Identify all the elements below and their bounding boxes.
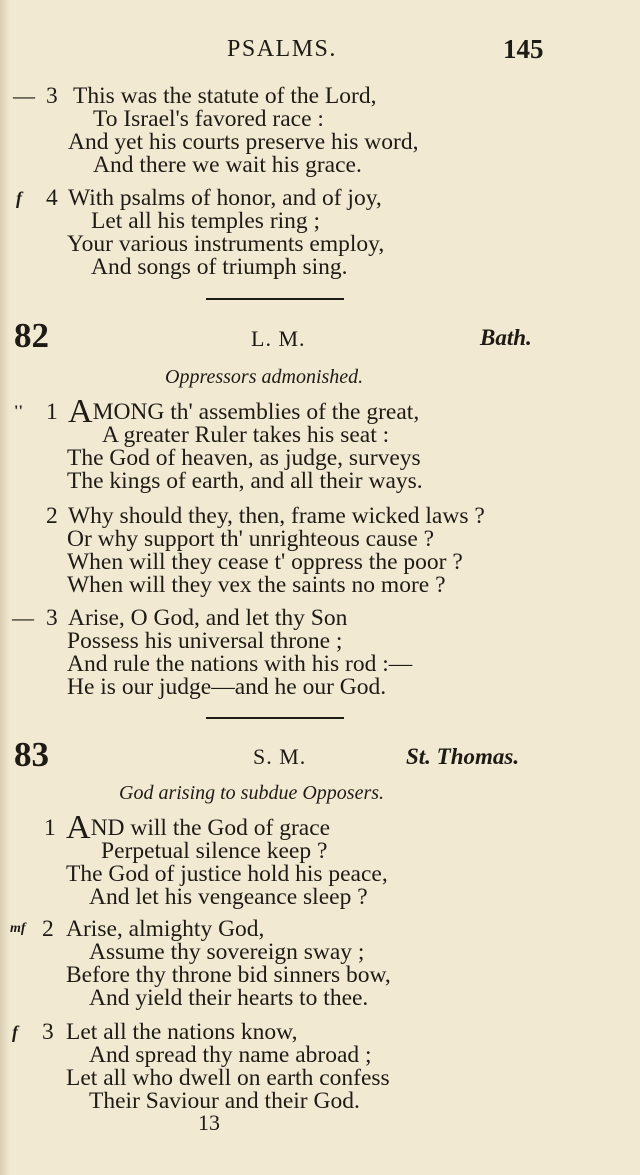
verse-line: When will they vex the saints no more ? [67,572,446,598]
verse-line: And let his vengeance sleep ? [89,884,368,910]
verse-line: When will they cease t' oppress the poor ? [67,549,463,575]
hymn-number: 83 [14,735,49,774]
dynamic-mark: — [13,83,35,108]
verse-line: Perpetual silence keep ? [101,838,328,864]
verse-line: This was the statute of the Lord, [73,83,377,109]
verse-line: Or why support th' unrighteous cause ? [67,526,435,552]
stanza-number: 1 [46,399,58,425]
verse-line: Let all the nations know, [66,1019,298,1045]
dynamic-mark: f [16,188,22,208]
dynamic-mark: '' [14,403,23,420]
verse-line: Before thy throne bid sinners bow, [66,962,391,988]
section-divider [206,298,344,300]
verse-line: To Israel's favored race : [93,106,324,132]
tune-name: St. Thomas. [406,744,520,769]
stanza-number: 2 [46,503,58,529]
verse-line: And yet his courts preserve his word, [68,129,419,155]
stanza-number: 1 [44,815,56,841]
verse-line: The God of heaven, as judge, surveys [67,445,421,471]
hymn-subtitle: Oppressors admonished. [165,366,364,388]
verse-line: Possess his universal throne ; [67,628,343,654]
verse-line: Your various instruments employ, [67,231,385,257]
stanza-number: 3 [46,83,58,109]
verse-line: And yield their hearts to thee. [89,985,369,1011]
verse-line: And songs of triumph sing. [91,254,348,280]
dynamic-mark: mf [10,921,26,936]
verse-line: Let all who dwell on earth confess [66,1065,390,1091]
verse-line: Arise, almighty God, [66,916,265,942]
verse-line: Their Saviour and their God. [89,1088,360,1114]
stanza-number: 2 [42,916,54,942]
stanza-number: 3 [46,605,58,631]
hymn-subtitle: God arising to subdue Opposers. [119,782,385,804]
tune-name: Bath. [480,325,532,350]
verse-line: AND will the God of grace [66,809,331,846]
running-header-title: PSALMS. [227,36,337,62]
verse-line: And rule the nations with his rod :— [67,651,413,677]
dynamic-mark: f [12,1022,18,1042]
verse-line: The kings of earth, and all their ways. [67,468,423,494]
hymn-meter: S. M. [253,744,307,769]
stanza-number: 4 [46,185,58,211]
verse-line: Assume thy sovereign sway ; [89,939,365,965]
drop-cap: A [68,393,93,430]
verse-line: Let all his temples ring ; [91,208,321,234]
verse-line: With psalms of honor, and of joy, [68,185,382,211]
verse-line: A greater Ruler takes his seat : [102,422,390,448]
hymn-meter: L. M. [251,326,306,351]
verse-line: Arise, O God, and let thy Son [68,605,348,631]
verse-line: Why should they, then, frame wicked laws ? [68,503,485,529]
hymn-number: 82 [14,316,49,355]
verse-line: AMONG th' assemblies of the great, [68,393,420,430]
drop-cap: A [66,809,91,846]
verse-line: He is our judge—and he our God. [67,674,387,700]
signature-mark: 13 [198,1110,220,1135]
verse-line: The God of justice hold his peace, [66,861,388,887]
verse-line: And there we wait his grace. [93,152,362,178]
dynamic-mark: — [12,605,34,630]
stanza-number: 3 [42,1019,54,1045]
verse-line: And spread thy name abroad ; [89,1042,372,1068]
section-divider [206,717,344,719]
page-gutter [0,0,10,1175]
page-number: 145 [503,34,544,64]
